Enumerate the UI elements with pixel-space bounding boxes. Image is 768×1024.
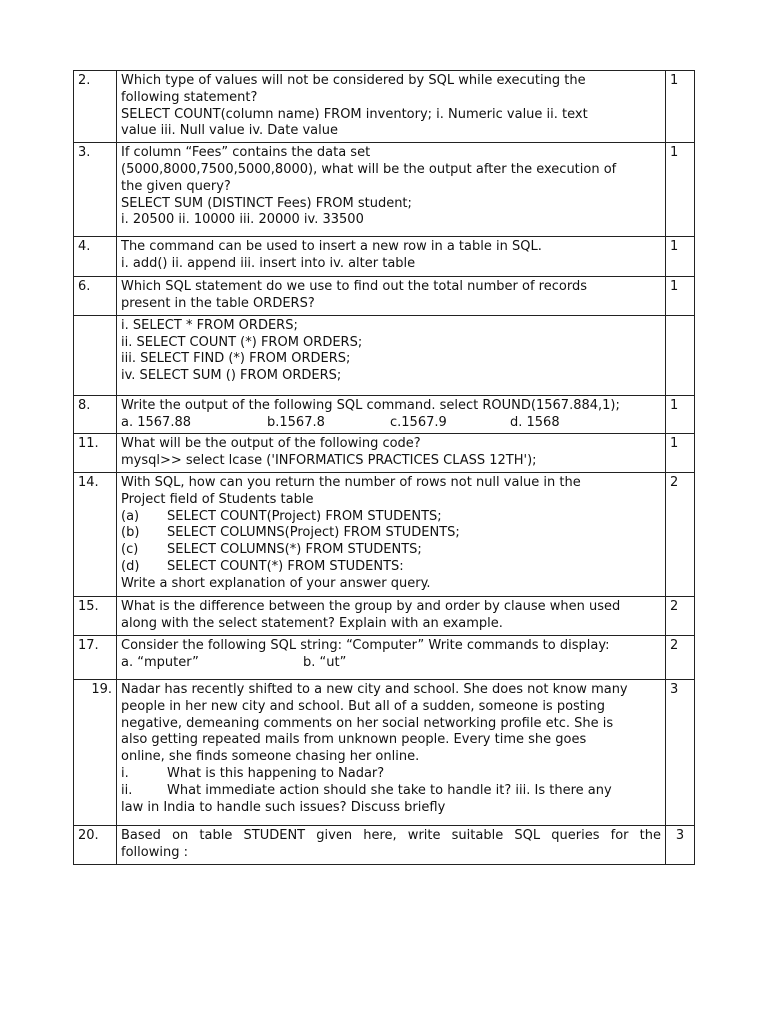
question-line: value iii. Null value iv. Date value xyxy=(121,123,338,139)
question-text xyxy=(117,143,666,237)
question-number: 11. xyxy=(74,434,117,473)
question-number: 8. xyxy=(74,395,117,434)
question-marks: 2 xyxy=(666,635,695,679)
question-line: The command can be used to insert a new row in a table in SQL. xyxy=(121,239,542,255)
option-line xyxy=(121,525,661,542)
option-line xyxy=(121,509,661,526)
question-text xyxy=(117,277,666,316)
question-line: i. 20500 ii. 10000 iii. 20000 iv. 33500 xyxy=(121,212,364,228)
sub-question-text: What is this happening to Nadar? xyxy=(167,765,385,781)
question-table xyxy=(73,70,695,865)
choice-d: d. 1568 xyxy=(510,414,560,430)
sub-question-label: i. xyxy=(121,765,129,781)
table-row xyxy=(74,434,695,473)
question-options xyxy=(117,315,666,395)
table-row xyxy=(74,635,695,679)
question-number: 2. xyxy=(74,71,117,143)
question-line: Consider the following SQL string: “Computer” Write commands to display: xyxy=(121,637,610,653)
option-text: SELECT COUNT(*) FROM STUDENTS: xyxy=(167,558,404,574)
question-text xyxy=(117,635,666,679)
choice-a: a. 1567.88 xyxy=(121,414,191,430)
sub-question xyxy=(121,766,661,783)
question-number: 19. xyxy=(74,679,117,825)
question-line: negative, demeaning comments on her social networking profile etc. She is xyxy=(121,715,614,731)
table-row xyxy=(74,472,695,596)
option-line: i. SELECT * FROM ORDERS; xyxy=(121,317,298,333)
sub-question xyxy=(121,783,661,800)
question-line: law in India to handle such issues? Discuss briefly xyxy=(121,799,446,815)
question-text xyxy=(117,596,666,635)
answer-choices xyxy=(121,415,661,432)
option-label: (a) xyxy=(121,508,140,524)
option-label: (b) xyxy=(121,525,140,541)
option-text: SELECT COLUMNS(Project) FROM STUDENTS; xyxy=(167,525,460,541)
question-line: Write the output of the following SQL command. select ROUND(1567.884,1); xyxy=(121,397,620,413)
option-line: iv. SELECT SUM () FROM ORDERS; xyxy=(121,368,342,384)
choice-b: b. “ut” xyxy=(303,654,347,670)
question-text xyxy=(117,71,666,143)
question-line: also getting repeated mails from unknown people. Every time she goes xyxy=(121,732,587,748)
question-line: Write a short explanation of your answer query. xyxy=(121,575,431,591)
question-line: Which SQL statement do we use to find out the total number of records xyxy=(121,279,587,295)
question-marks: 2 xyxy=(666,596,695,635)
question-line: online, she finds someone chasing her online. xyxy=(121,749,420,765)
question-line: the given query? xyxy=(121,178,231,194)
question-line: With SQL, how can you return the number of rows not null value in the xyxy=(121,474,581,490)
question-marks: 1 xyxy=(666,71,695,143)
table-row xyxy=(74,71,695,143)
question-text xyxy=(117,472,666,596)
question-line: What is the difference between the group by and order by clause when used xyxy=(121,598,621,614)
sub-question-label: ii. xyxy=(121,782,133,798)
choice-c: c.1567.9 xyxy=(390,414,447,430)
question-text xyxy=(117,825,666,864)
table-row xyxy=(74,395,695,434)
question-line: Nadar has recently shifted to a new city and school. She does not know many xyxy=(121,681,628,697)
question-number: 20. xyxy=(74,825,117,864)
empty-cell xyxy=(74,315,117,395)
question-line: (5000,8000,7500,5000,8000), what will be the output after the execution of xyxy=(121,161,617,177)
question-line: mysql>> select lcase ('INFORMATICS PRACTICES CLASS 12TH'); xyxy=(121,453,537,469)
option-line xyxy=(121,542,661,559)
question-line: SELECT SUM (DISTINCT Fees) FROM student; xyxy=(121,195,412,211)
question-text xyxy=(117,395,666,434)
question-number: 3. xyxy=(74,143,117,237)
question-number: 4. xyxy=(74,237,117,277)
question-line: SELECT COUNT(column name) FROM inventory; i. Numeric value ii. text xyxy=(121,106,588,122)
question-line: If column “Fees” contains the data set xyxy=(121,145,371,161)
question-sheet xyxy=(73,70,695,865)
choice-a: a. “mputer” xyxy=(121,654,199,670)
table-row xyxy=(74,237,695,277)
answer-choices xyxy=(121,655,661,672)
question-marks: 1 xyxy=(666,237,695,277)
question-number: 15. xyxy=(74,596,117,635)
question-line: Which type of values will not be considered by SQL while executing the xyxy=(121,73,586,88)
question-marks: 1 xyxy=(666,434,695,473)
option-label: (c) xyxy=(121,542,139,558)
empty-cell xyxy=(666,315,695,395)
question-line: What will be the output of the following code? xyxy=(121,436,421,452)
table-row xyxy=(74,825,695,864)
table-row xyxy=(74,679,695,825)
sub-question-text: What immediate action should she take to handle it? iii. Is there any xyxy=(167,782,612,798)
question-line: following : xyxy=(121,844,188,860)
choice-b: b.1567.8 xyxy=(267,414,325,430)
question-marks: 1 xyxy=(666,143,695,237)
question-marks: 2 xyxy=(666,472,695,596)
question-line: i. add() ii. append iii. insert into iv. alter table xyxy=(121,255,416,271)
question-marks: 3 xyxy=(666,679,695,825)
option-line xyxy=(121,559,661,576)
question-line: along with the select statement? Explain with an example. xyxy=(121,615,503,631)
question-text xyxy=(117,679,666,825)
question-text xyxy=(117,434,666,473)
question-line: present in the table ORDERS? xyxy=(121,295,315,311)
table-row xyxy=(74,143,695,237)
question-number: 14. xyxy=(74,472,117,596)
question-marks: 3 xyxy=(666,825,695,864)
question-marks: 1 xyxy=(666,395,695,434)
question-text xyxy=(117,237,666,277)
option-text: SELECT COUNT(Project) FROM STUDENTS; xyxy=(167,508,442,524)
question-number: 6. xyxy=(74,277,117,316)
option-label: (d) xyxy=(121,558,140,574)
question-line: people in her new city and school. But all of a sudden, someone is posting xyxy=(121,698,606,714)
question-line: Based on table STUDENT given here, write suitable SQL queries for the xyxy=(121,827,661,843)
question-marks: 1 xyxy=(666,277,695,316)
table-row xyxy=(74,596,695,635)
question-line: following statement? xyxy=(121,89,258,105)
table-row xyxy=(74,315,695,395)
question-line: Project field of Students table xyxy=(121,491,314,507)
question-number: 17. xyxy=(74,635,117,679)
option-line: iii. SELECT FIND (*) FROM ORDERS; xyxy=(121,351,351,367)
option-text: SELECT COLUMNS(*) FROM STUDENTS; xyxy=(167,542,422,558)
option-line: ii. SELECT COUNT (*) FROM ORDERS; xyxy=(121,334,363,350)
table-row xyxy=(74,277,695,316)
